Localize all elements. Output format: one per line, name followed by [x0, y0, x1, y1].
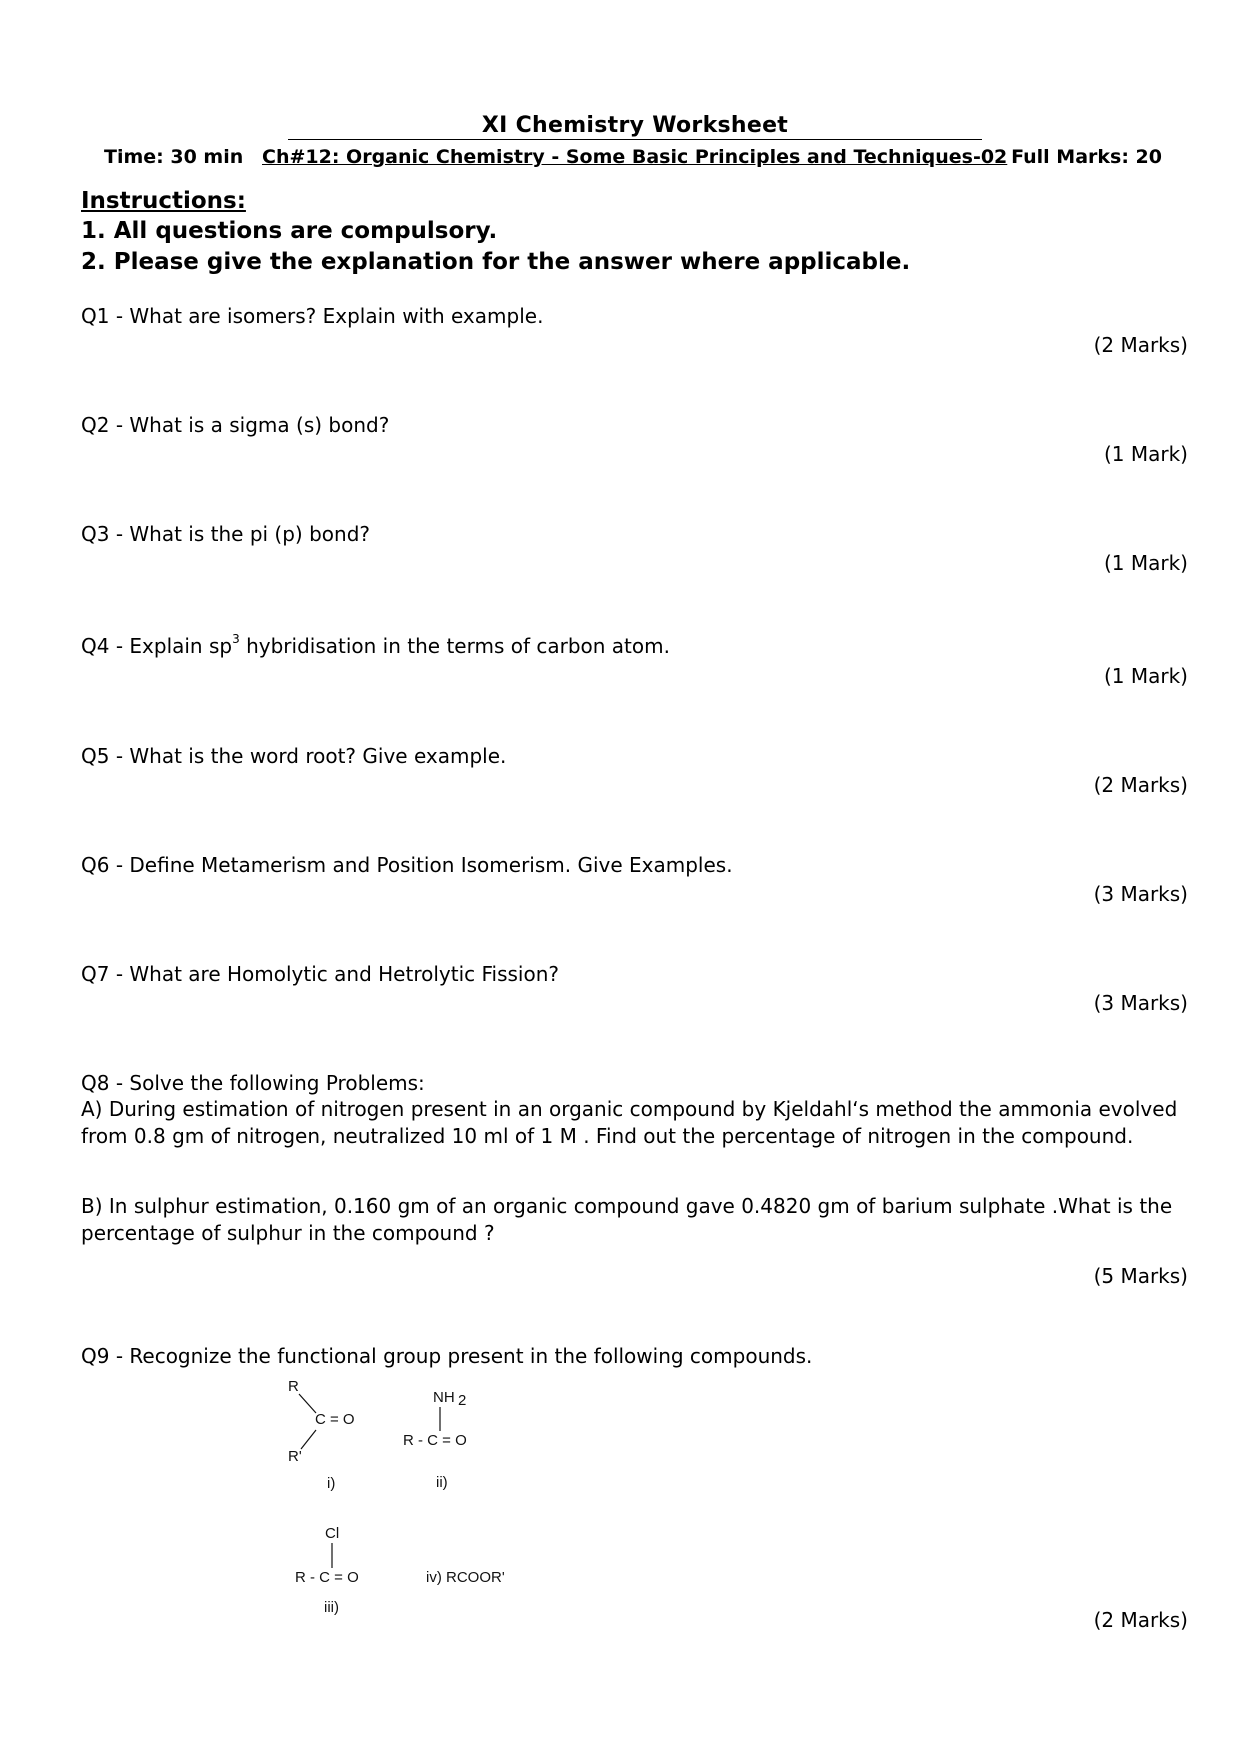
structure-amide-figure [398, 1385, 508, 1495]
structure-1-r2: R' [288, 1448, 302, 1465]
question-2: Q2 - What is a sigma (s) bond? [81, 413, 390, 437]
question-5: Q5 - What is the word root? Give example. [81, 744, 507, 768]
instruction-1: 1. All questions are compulsory. [81, 218, 498, 244]
full-marks-label: Full Marks: 20 [1011, 146, 1162, 168]
question-5-marks: (2 Marks) [1093, 773, 1188, 797]
question-4-text-b: hybridisation in the terms of carbon atom. [239, 634, 670, 658]
question-2-marks: (1 Mark) [1103, 442, 1188, 466]
question-4-marks: (1 Mark) [1103, 664, 1188, 688]
structure-2-main: R - C = O [403, 1432, 467, 1449]
question-6: Q6 - Define Metamerism and Position Isomerism. Give Examples. [81, 853, 733, 877]
chapter-label: Ch#12: Organic Chemistry - Some Basic Principles and Techniques-02 [262, 146, 1008, 168]
instruction-2: 2. Please give the explanation for the answer where applicable. [81, 249, 911, 275]
question-9: Q9 - Recognize the functional group present in the following compounds. [81, 1344, 813, 1368]
structure-3-main: R - C = O [295, 1569, 359, 1586]
question-4 [81, 634, 670, 658]
question-3-marks: (1 Mark) [1103, 551, 1188, 575]
structure-1-label: i) [327, 1475, 336, 1492]
title-underline [288, 139, 982, 140]
structure-acyl-chloride-figure [290, 1522, 400, 1628]
question-1: Q1 - What are isomers? Explain with example. [81, 304, 544, 328]
question-3: Q3 - What is the pi (p) bond? [81, 522, 371, 546]
structure-ester-figure [424, 1560, 544, 1590]
structure-2-top: NH [433, 1389, 455, 1406]
question-4-superscript: 3 [232, 632, 240, 647]
question-6-marks: (3 Marks) [1093, 882, 1188, 906]
structure-1-group: C = O [315, 1411, 355, 1428]
question-4-text-a: Q4 - Explain sp [81, 634, 233, 658]
time-label: Time: 30 min [104, 146, 244, 168]
structure-2-label: ii) [436, 1474, 448, 1491]
structure-2-subscript: 2 [458, 1392, 467, 1409]
instructions-heading: Instructions: [81, 188, 246, 214]
worksheet-title: XI Chemistry Worksheet [481, 113, 789, 138]
structure-3-top: Cl [325, 1525, 340, 1542]
question-1-marks: (2 Marks) [1093, 333, 1188, 357]
question-8-part-a: A) During estimation of nitrogen present in an organic compound by Kjeldahl‘s method the ammonia evolved from 0.8 gm of nitrogen, neutralized 10 ml of 1 M . Find out the percentage of nitrogen in the compound. [81, 1097, 1178, 1148]
structure-1-r: R [288, 1378, 299, 1395]
question-9-marks: (2 Marks) [1093, 1608, 1188, 1632]
structure-ketone-figure [280, 1375, 370, 1495]
question-8-marks: (5 Marks) [1093, 1264, 1188, 1288]
question-8: Q8 - Solve the following Problems: [81, 1071, 425, 1095]
question-7-marks: (3 Marks) [1093, 991, 1188, 1015]
structure-4-text: iv) RCOOR' [426, 1569, 505, 1586]
structure-3-label: iii) [324, 1599, 339, 1616]
question-7: Q7 - What are Homolytic and Hetrolytic Fission? [81, 962, 560, 986]
question-8-part-b: B) In sulphur estimation, 0.160 gm of an organic compound gave 0.4820 gm of barium sulphate .What is the percentage of sulphur in the compound ? [81, 1194, 1173, 1245]
